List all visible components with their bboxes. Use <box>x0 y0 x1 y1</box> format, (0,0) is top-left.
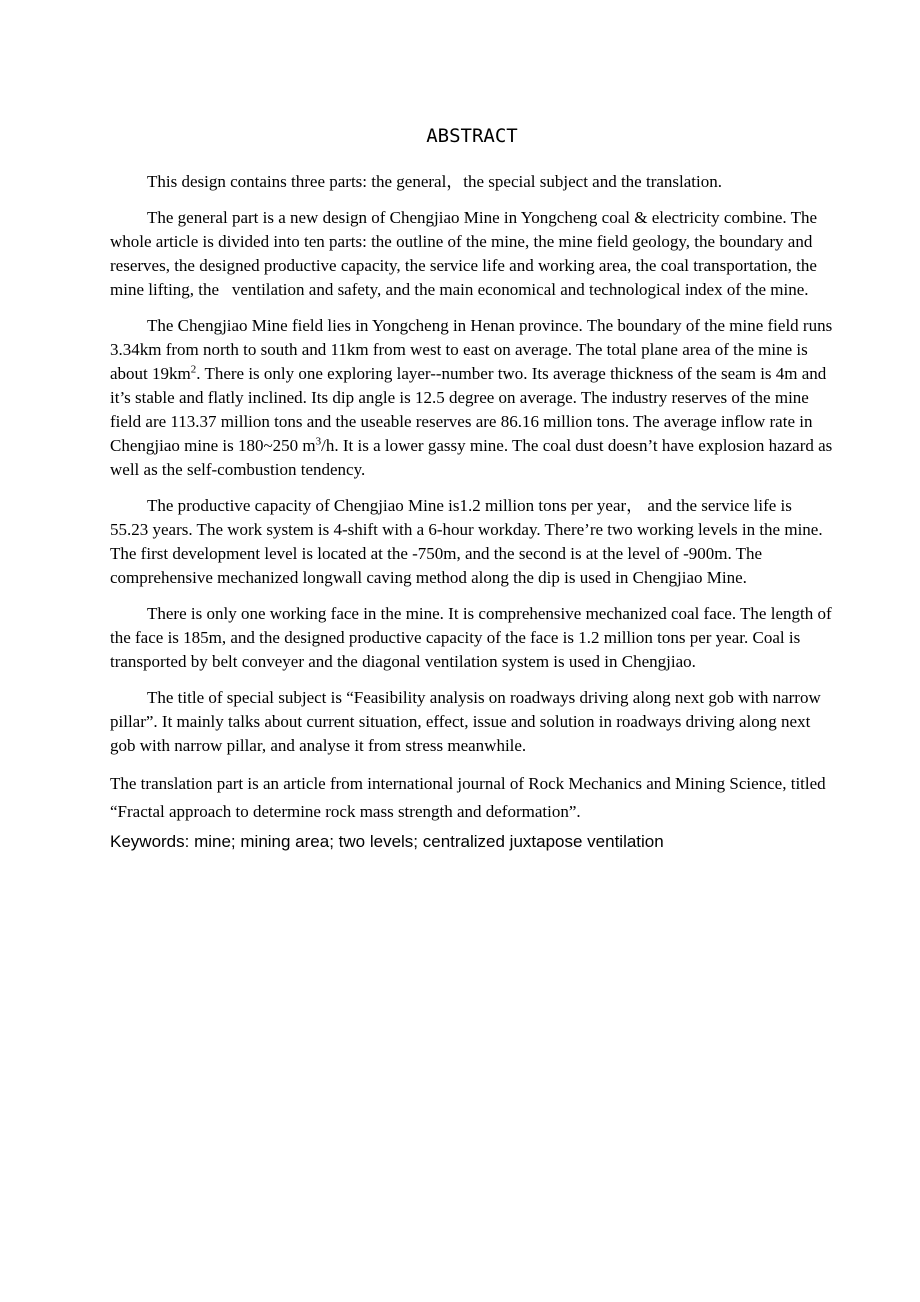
paragraph-mine-field <box>110 314 834 482</box>
paragraph-productive-capacity: The productive capacity of Chengjiao Mine is1.2 million tons per year， and the service life is 55.23 years. The work system is 4-shift with a 6-hour workday. There’re two working levels in the mine. The first development level is located at the -750m, and the second is at the level of -900m. The comprehensive mechanized longwall caving method along the dip is used in Chengjiao Mine. <box>110 496 823 587</box>
paragraph-special-subject: The title of special subject is “Feasibility analysis on roadways driving along next gob with narrow pillar”. It mainly talks about current situation, effect, issue and solution in roadways driving along next gob with narrow pillar, and analyse it from stress meanwhile. <box>110 688 821 755</box>
superscript-cube: 3 <box>315 435 322 448</box>
paragraph-general-part: The general part is a new design of Chengjiao Mine in Yongcheng coal & electricity combine. The whole article is divided into ten parts: the outline of the mine, the mine field geology, the boundary and reserves, the designed productive capacity, the service life and working area, the coal transportation, the mine lifting, the ventilation and safety, and the main economical and technological index of the mine. <box>110 208 818 299</box>
keywords-line: Keywords: mine; mining area; two levels; centralized juxtapose ventilation <box>110 832 664 851</box>
paragraph-working-face: There is only one working face in the mine. It is comprehensive mechanized coal face. The length of the face is 185m, and the designed productive capacity of the face is 1.2 million tons per year. Coal is transported by belt conveyer and the diagonal ventilation system is used in Chengjiao. <box>110 604 832 671</box>
superscript-square: 2 <box>190 363 197 376</box>
page-title: ABSTRACT <box>426 125 518 147</box>
paragraph-translation: The translation part is an article from international journal of Rock Mechanics and Mining Science, titled “Fractal approach to determine rock mass strength and deformation”. <box>110 774 826 821</box>
abstract-page <box>110 0 834 854</box>
mine-field-text-b: . There is only one exploring layer--number two. Its average thickness of the seam is 4m and it’s stable and flatly inclined. Its dip angle is 12.5 degree on average. The industry reserves of the mine field are 113.37 million tons and the useable reserves are 86.16 million tons. The average inflow rate in Chengjiao mine is 180~250 m <box>110 364 827 455</box>
mine-field-text-a: The Chengjiao Mine field lies in Yongcheng in Henan province. The boundary of the mine field runs 3.34km from north to south and 11km from west to east on average. The total plane area of the mine is about 19km <box>110 316 833 383</box>
mine-field-text-c: /h. It is a lower gassy mine. The coal dust doesn’t have explosion hazard as well as the self-combustion tendency. <box>110 436 833 479</box>
paragraph-overview: This design contains three parts: the general，the special subject and the translation. <box>147 172 722 191</box>
